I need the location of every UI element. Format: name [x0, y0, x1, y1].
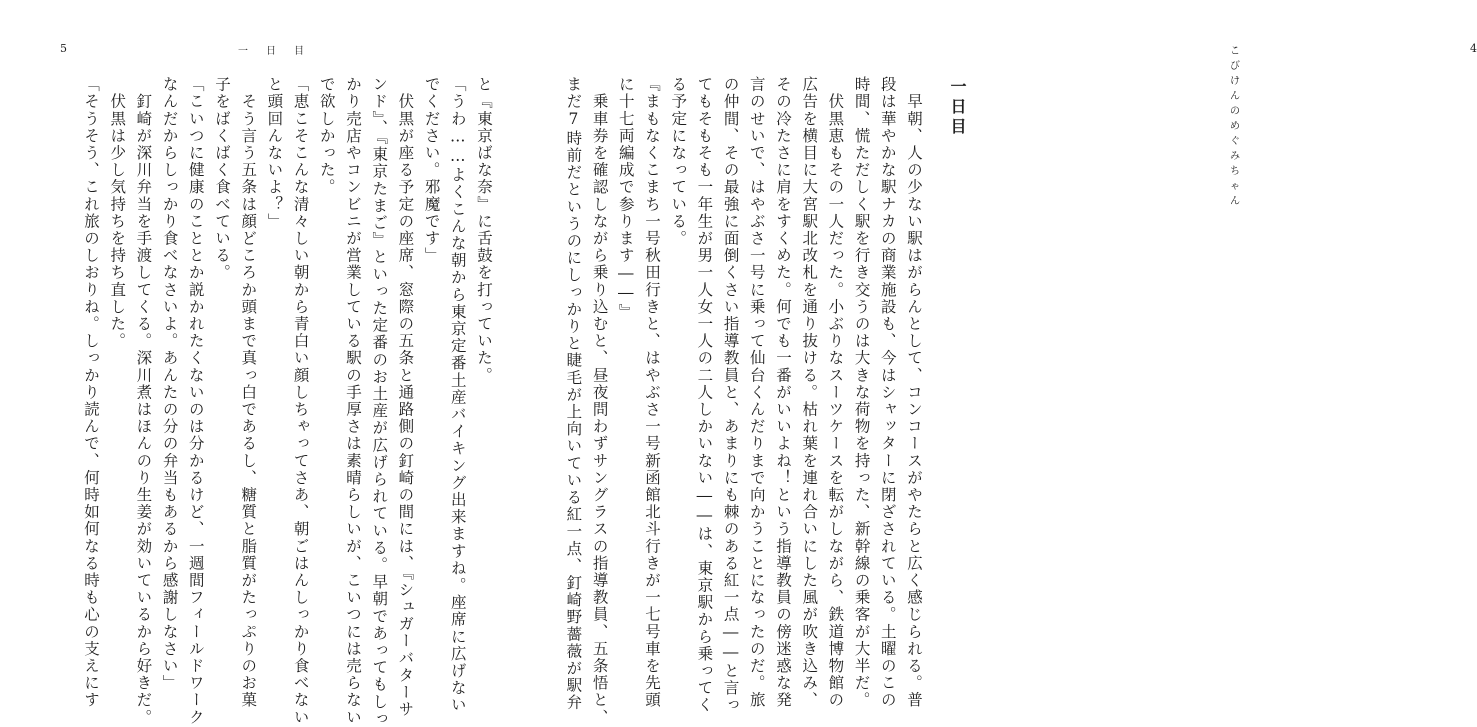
text-column: 「こいつに健康のこととか説かれたくないのは分かるけど、一週間フィールドワーク [186, 76, 205, 726]
text-column: 広告を横目に大宮駅北改札を通り抜ける。枯れ葉を連れ合いにした風が吹き込み、 [800, 76, 819, 709]
chapter-title: 一日目 [948, 78, 967, 138]
text-column: で欲しかった。 [317, 76, 336, 196]
text-column: る予定になっている。 [669, 76, 688, 247]
text-column: 釘崎が深川弁当を手渡してくる。深川煮はほんのり生姜が効いているから好きだ。 [134, 76, 153, 726]
text-column: に十七両編成で参ります――』 [616, 76, 635, 321]
text-column: と『東京ばな奈』に舌鼓を打っていた。 [475, 76, 493, 384]
running-head-left: 一日目 [238, 46, 322, 57]
running-head-right: こびけんのめぐみちゃん [1230, 46, 1241, 207]
text-column: まだ7時前だというのにしっかりと睫毛が上向いている紅一点、釘崎野薔薇が駅弁 [564, 76, 583, 712]
text-column: 乗車券を確認しながら乗り込むと、昼夜問わずサングラスの指導教員、五条悟と、 [590, 76, 609, 726]
text-column: 「恵こそこんな清々しい朝から青白い顔しちゃってさあ、朝ごはんしっかり食べない [291, 76, 310, 726]
text-column: 段は華やかな駅ナカの商業施設も、今はシャッターに閉ざされている。土曜のこの [878, 76, 897, 709]
text-column: 早朝、人の少ない駅はがらんとして、コンコースがやたらと広く感じられる。普 [905, 76, 923, 709]
page-number-right: 4 [1470, 42, 1477, 55]
page-number-left: 5 [60, 42, 67, 55]
text-column: の仲間、その最強に面倒くさい指導教員と、あまりにも棘のある紅一点――と言っ [721, 76, 740, 714]
text-column: 『まもなくこまち一号秋田行きと、はやぶさ一号新函館北斗行きが一七号車を先頭 [643, 76, 661, 709]
text-column: かり売店やコンビニが営業している駅の手厚さは素晴らしいが、こいつには売らない [344, 76, 362, 726]
text-column: 伏黒恵もその一人だった。小ぶりなスーツケースを転がしながら、鉄道博物館の [826, 76, 845, 709]
text-column: その冷たさに肩をすくめた。何でも一番がいいよね！という指導教員の傍迷惑な発 [774, 76, 792, 709]
text-column: と頭回んないよ？」 [265, 76, 284, 230]
text-column: でください。邪魔です」 [422, 76, 441, 265]
text-column: 子をばくばく食べている。 [213, 76, 231, 282]
text-column: そう言う五条は顔どころか頭まで真っ白であるし、糖質と脂質がたっぷりのお菓 [239, 76, 258, 709]
text-column: 伏黒は少し気持ちを持ち直した。 [108, 76, 127, 350]
text-column: 時間、慌ただしく駅を行き交うのは大きな荷物を持った、新幹線の乗客が大半だ。 [852, 76, 871, 709]
text-column: ンド』、『東京たまご』といった定番のお土産が広げられている。早朝であってもしっ [370, 76, 389, 727]
text-column: 伏黒が座る予定の座席、窓際の五条と通路側の釘崎の間には、『シュガーバターサ [396, 76, 415, 719]
text-column: なんだからしっかり食べなさいよ。あんたの分の弁当もあるから感謝しなさい」 [160, 76, 179, 692]
left-page [0, 0, 512, 727]
text-column: 「うわ……よくこんな朝から東京定番土産バイキング出来ますね。座席に広げない [448, 76, 467, 714]
text-column: 「そうそう、これ旅のしおりね。しっかり読んで、何時如何なる時も心の支えにす [82, 76, 100, 709]
text-column: 言のせいで、はやぶさ一号に乗って仙台くんだりまで向かうことになったのだ。旅 [747, 76, 766, 709]
text-column: てもそもそも一年生が男一人女一人の二人しかいない――は、東京駅から乗ってく [695, 76, 714, 714]
